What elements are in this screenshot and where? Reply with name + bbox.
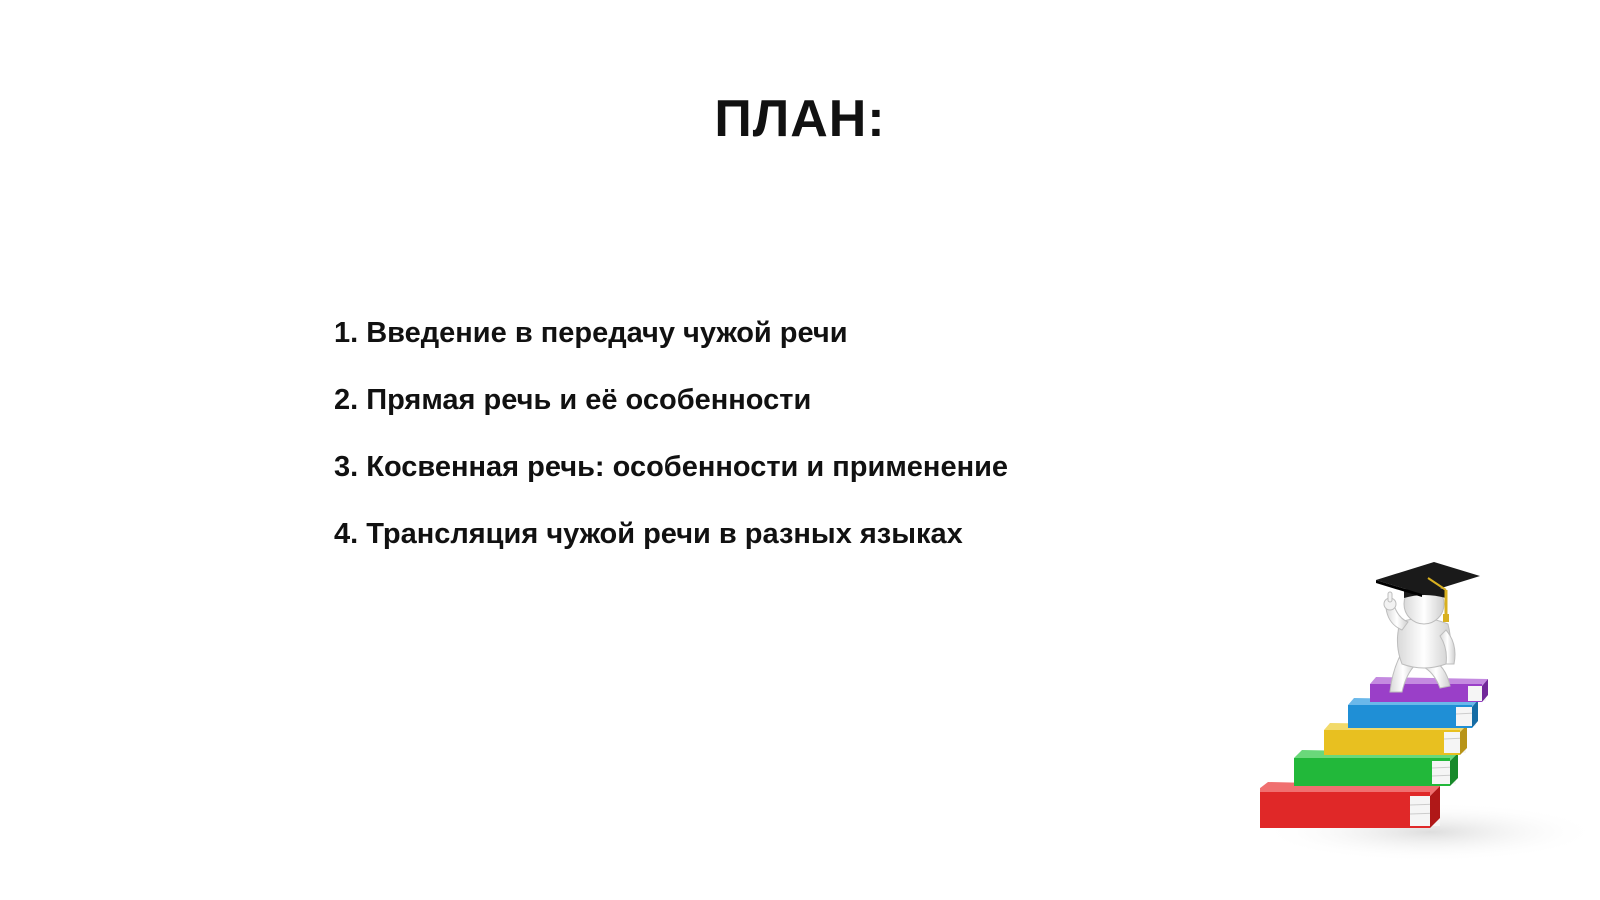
graduate-on-books-icon (1260, 560, 1600, 900)
plan-item-2: 2. Прямая речь и её особенности (334, 384, 812, 416)
plan-item-3: 3. Косвенная речь: особенности и применение (334, 451, 1009, 483)
book-blue (1348, 698, 1478, 728)
book-green (1294, 750, 1458, 786)
plan-item-1: 1. Введение в передачу чужой речи (334, 317, 848, 349)
graduate-figure (1376, 562, 1480, 692)
book-red (1260, 782, 1440, 828)
book-purple (1370, 677, 1488, 702)
slide-title: ПЛАН: (714, 90, 886, 148)
plan-list (334, 313, 1008, 581)
plan-item-4: 4. Трансляция чужой речи в разных языках (334, 518, 963, 550)
